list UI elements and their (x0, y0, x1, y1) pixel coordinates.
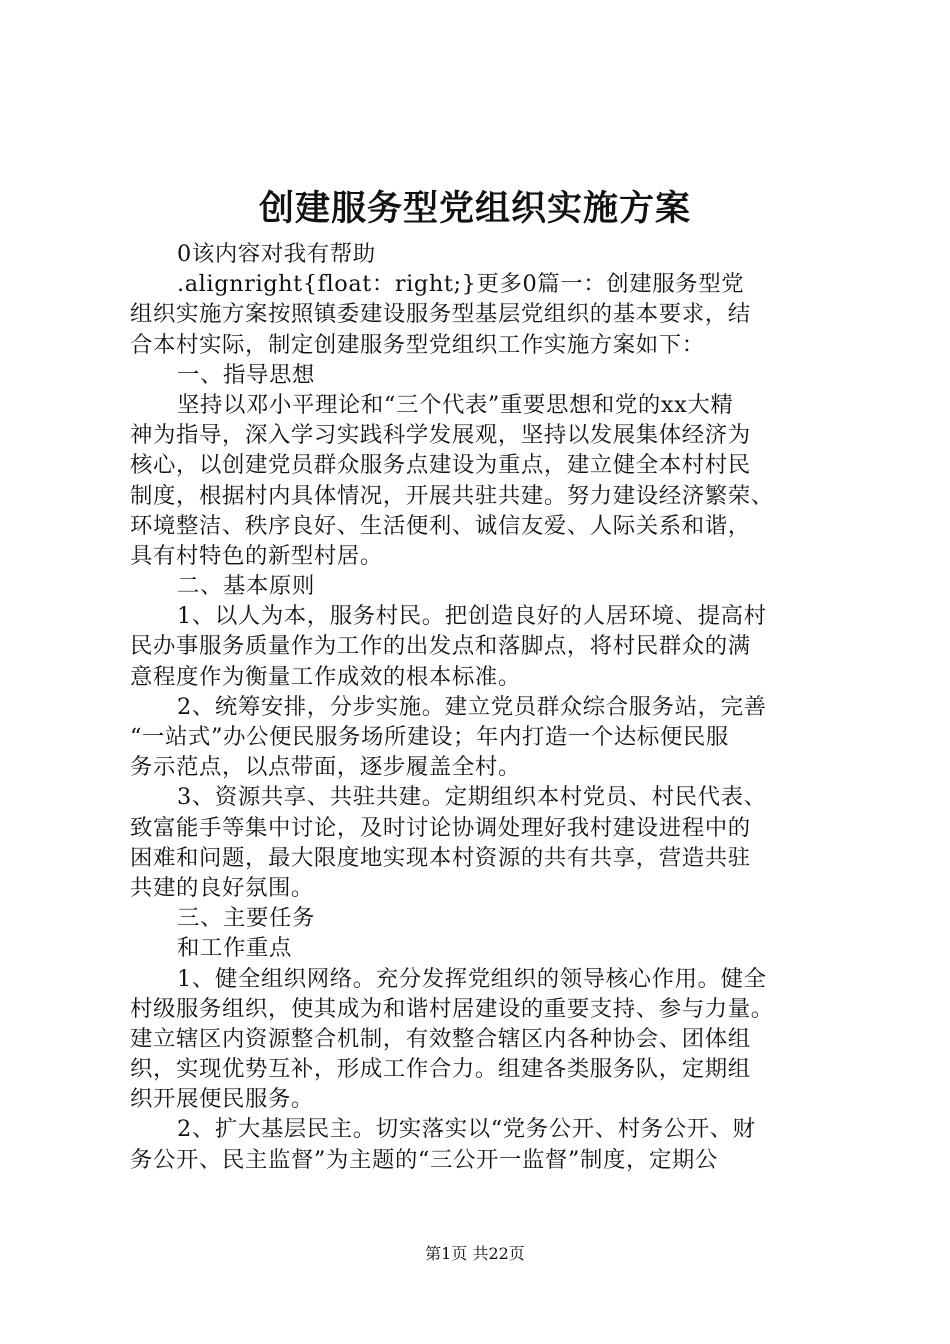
body-line: 务公开、民主监督”为主题的“三公开一监督”制度，定期公 (130, 1146, 718, 1173)
body-line: 合本村实际，制定创建服务型党组织工作实施方案如下： (130, 331, 705, 358)
body-line: 制度，根据村内具体情况，开展共驻共建。努力建设经济繁荣、 (130, 482, 774, 509)
body-line: 坚持以邓小平理论和“三个代表”重要思想和党的xx大精 (177, 391, 734, 418)
document-body (130, 239, 860, 1175)
body-line: 民办事服务质量作为工作的出发点和落脚点，将村民群众的满 (130, 633, 751, 660)
body-line: 0该内容对我有帮助 (177, 241, 376, 267)
body-line: .alignright{float：right;}更多0篇一：创建服务型党 (177, 271, 745, 298)
document-title: 创建服务型党组织实施方案 (258, 188, 691, 229)
body-line: 村级服务组织，使其成为和谐村居建设的重要支持、参与力量。 (130, 995, 774, 1022)
section-heading: 三、主要任务 (177, 905, 315, 932)
body-line: 神为指导，深入学习实践科学发展观，坚持以发展集体经济为 (130, 422, 751, 449)
page-footer: 第1页 共22页 (425, 1244, 525, 1263)
body-line: 具有村特色的新型村居。 (130, 542, 383, 569)
body-line: 3、资源共享、共驻共建。定期组织本村党员、村民代表、 (177, 784, 767, 811)
body-line: 2、统筹安排，分步实施。建立党员群众综合服务站，完善 (177, 693, 767, 720)
body-line: “一站式”办公便民服务场所建设；年内打造一个达标便民服 (130, 724, 729, 750)
body-line: 织开展便民服务。 (130, 1086, 314, 1113)
section-heading: 二、基本原则 (177, 573, 315, 600)
body-line: 务示范点，以点带面，逐步履盖全村。 (130, 754, 521, 781)
body-line: 共建的良好氛围。 (130, 874, 314, 901)
section-heading: 和工作重点 (177, 935, 292, 962)
body-line: 核心，以创建党员群众服务点建设为重点，建立健全本村村民 (130, 452, 751, 479)
body-line: 建立辖区内资源整合机制，有效整合辖区内各种协会、团体组 (130, 1025, 751, 1052)
body-line: 1、健全组织网络。充分发挥党组织的领导核心作用。健全 (177, 965, 767, 992)
body-line: 组织实施方案按照镇委建设服务型基层党组织的基本要求，结 (130, 301, 751, 328)
body-line: 2、扩大基层民主。切实落实以“党务公开、村务公开、财 (177, 1116, 756, 1143)
body-line: 致富能手等集中讨论，及时讨论协调处理好我村建设进程中的 (130, 814, 751, 841)
section-heading: 一、指导思想 (177, 361, 315, 388)
body-line: 织，实现优势互补，形成工作合力。组建各类服务队，定期组 (130, 1056, 751, 1083)
body-line: 1、以人为本，服务村民。把创造良好的人居环境、提高村 (177, 603, 767, 630)
body-line: 环境整洁、秩序良好、生活便利、诚信友爱、人际关系和谐， (130, 512, 751, 539)
body-line: 意程度作为衡量工作成效的根本标准。 (130, 663, 521, 690)
body-line: 困难和问题，最大限度地实现本村资源的共有共享，营造共驻 (130, 844, 751, 871)
